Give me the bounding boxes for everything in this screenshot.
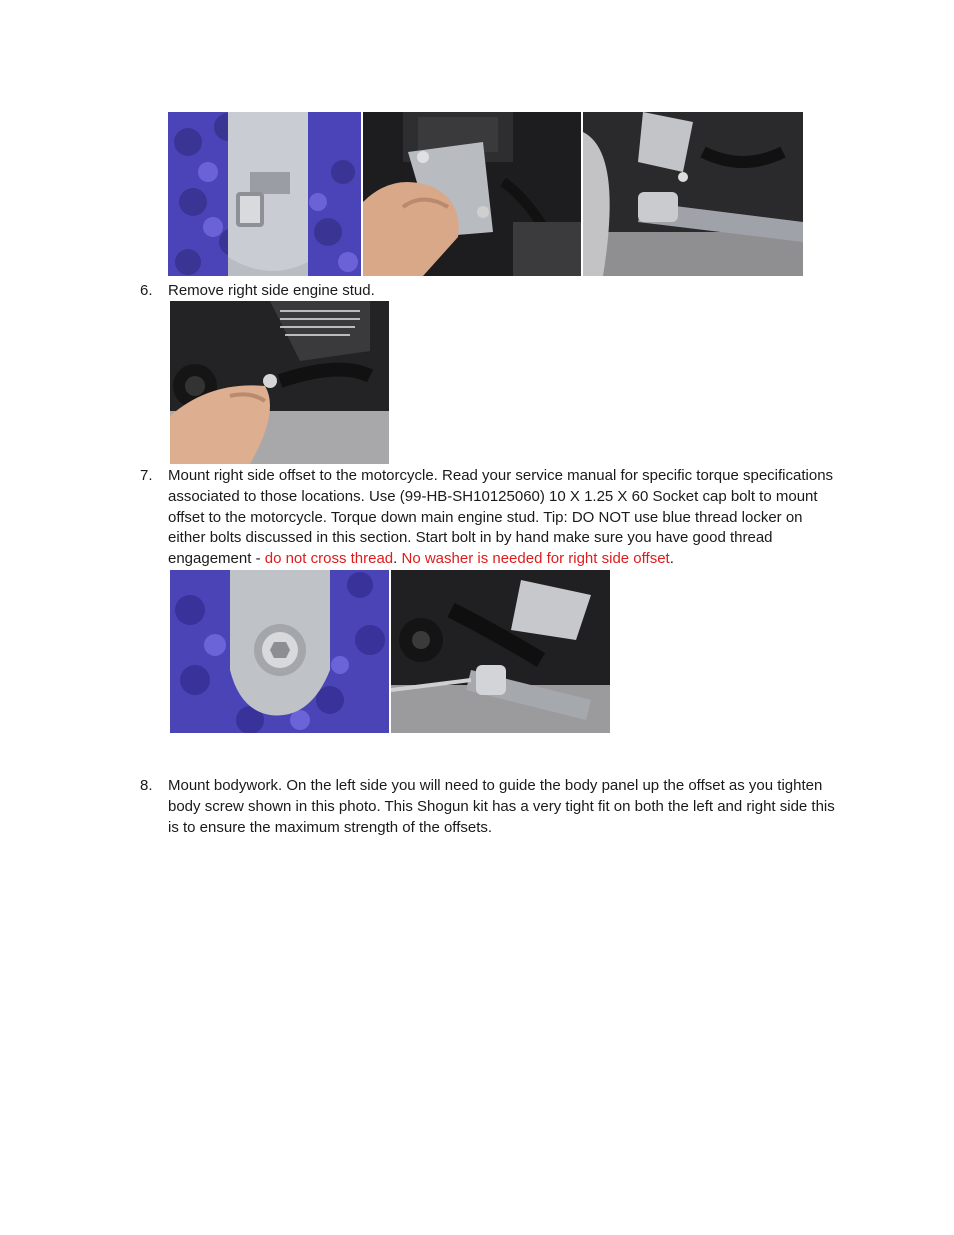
step-text: Mount bodywork. On the left side you will need to guide the body panel up the offset as you tighten body screw shown in this photo. This Shogun kit has a very tight fit on both the left and right side this is to ensure the maximum strength of the offsets. bbox=[168, 777, 835, 836]
photo-torque-wrench-on-offset bbox=[583, 112, 803, 276]
step-6 bbox=[0, 281, 954, 303]
step-text: Remove right side engine stud. bbox=[168, 282, 375, 299]
photo-offset-mounted-on-motorcycle bbox=[391, 570, 610, 733]
step-number: 8. bbox=[140, 777, 153, 794]
photo-bolt-in-offset-on-foam bbox=[170, 570, 389, 733]
period: . bbox=[669, 550, 674, 568]
step-text bbox=[168, 466, 840, 570]
step-7 bbox=[0, 466, 954, 570]
step-body: Mount right side offset to the motorcycle. Read your service manual for specific torque specifications associated to those locations. Use (99-HB-SH10125060) 10 X 1.25 X 60 Socket cap bolt to mount offset to the motorcycle. Torque down main engine stud. Tip: DO NOT use blue thread locker on either bolts discussed in this section. Start bolt in by hand make sure you have good thread engagement - bbox=[168, 467, 834, 568]
warning-no-cross-thread: do not cross thread bbox=[264, 550, 394, 568]
photo-hand-holding-offset-at-engine bbox=[363, 112, 581, 276]
step-number: 6. bbox=[140, 282, 153, 299]
photo-offset-with-stud-on-foam bbox=[168, 112, 361, 276]
photo-removing-engine-stud bbox=[170, 301, 389, 464]
step-number: 7. bbox=[140, 467, 153, 484]
warning-no-washer: No washer is needed for right side offset bbox=[401, 550, 670, 568]
separator: . bbox=[393, 550, 402, 568]
step-8 bbox=[0, 776, 954, 840]
